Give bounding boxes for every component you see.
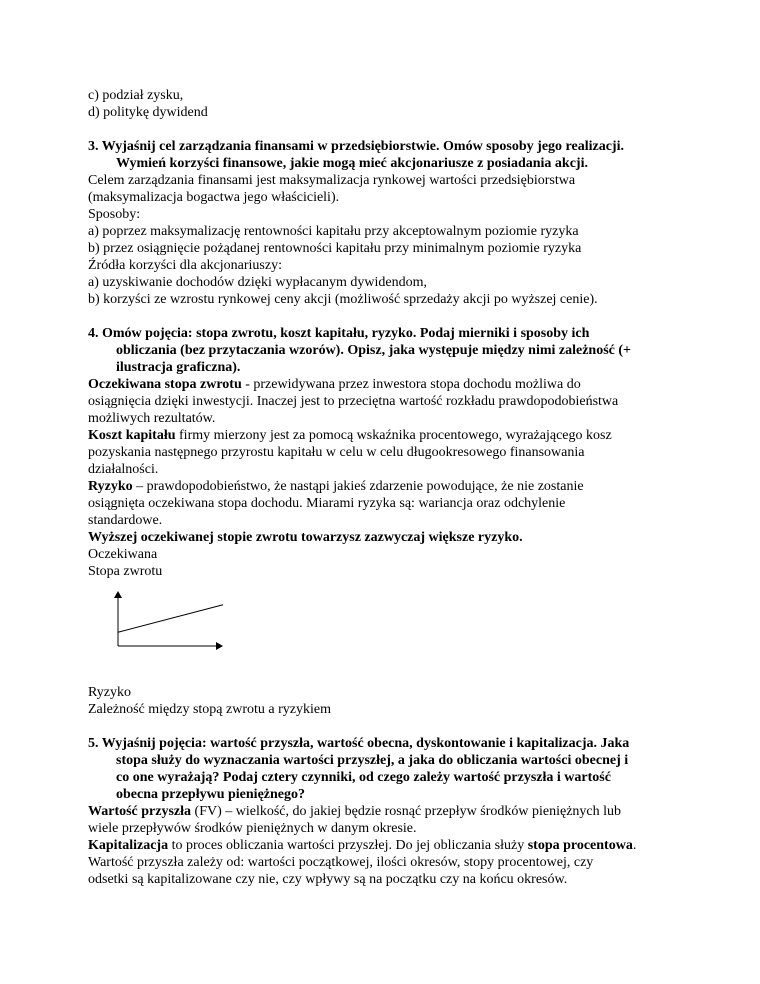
risk-return-series-line	[118, 605, 223, 633]
q3-sposob-b: b) przez osiągnięcie pożądanej rentowności kapitału przy minimalnym poziomie ryzyka	[88, 241, 582, 256]
q5-fv-term: Wartość przyszła	[88, 804, 192, 819]
q4-risk-line-1	[88, 478, 688, 495]
q4-return-line-2: osiągnięcia dzięki inwestycji. Inaczej jest to przeciętna wartość rozkładu prawdopodobieństwa	[88, 394, 619, 409]
q5-fv-definition: (FV) – wielkość, do jakiej będzie rosnąć przepływ środków pieniężnych lub	[191, 804, 622, 819]
y-axis-arrowhead	[114, 591, 122, 598]
q4-return-definition: - przewidywana przez inwestora stopa dochodu możliwa do	[241, 377, 581, 392]
q3-zrodla-label: Źródła korzyści dla akcjonariuszy:	[88, 258, 282, 273]
q4-return-line-1	[88, 376, 688, 393]
q4-cost-line-3: działalności.	[88, 462, 159, 477]
q5-heading-line-4: obecna przepływu pieniężnego?	[116, 787, 305, 802]
q3-paragraph-line-2: (maksymalizacja bogactwa jego właścicieli).	[88, 190, 340, 205]
q5-heading-line-2: stopa służy do wyznaczania wartości przyszłej, a jaka do obliczania wartości obecnej i	[116, 753, 629, 768]
q4-risk-definition: – prawdopodobieństwo, że nastąpi jakieś zdarzenie powodujące, że nie zostanie	[132, 479, 584, 494]
q3-zrodlo-b: b) korzyści ze wzrostu rynkowej ceny akcji (możliwość sprzedaży akcji po wyższej cenie).	[88, 292, 598, 307]
q4-cost-definition: firmy mierzony jest za pomocą wskaźnika procentowego, wyrażającego kosz	[175, 428, 612, 443]
q4-conclusion: Wyższej oczekiwanej stopie zwrotu towarzysz zazwyczaj większe ryzyko.	[88, 530, 523, 545]
q5-heading-line-3: co one wyrażają? Podaj cztery czynniki, od czego zależy wartość przyszła i wartość	[116, 770, 611, 785]
q5-fv-line-2: wiele przepływów środków pieniężnych w danym okresie.	[88, 821, 417, 836]
q4-risk-line-3: standardowe.	[88, 513, 163, 528]
x-axis-arrowhead	[216, 642, 223, 650]
q3-heading-line-2: Wymień korzyści finansowe, jakie mogą mieć akcjonariusze z posiadania akcji.	[116, 156, 588, 171]
q4-risk-term: Ryzyko	[88, 479, 133, 494]
q4-return-line-3: możliwych rezultatów.	[88, 411, 216, 426]
q4-heading-line-2: obliczania (bez przytaczania wzorów). Opisz, jaka występuje między nimi zależność (+	[116, 343, 632, 358]
document-page	[88, 87, 688, 888]
chart-ylabel-line-2: Stopa zwrotu	[88, 564, 163, 579]
list-item-c: c) podział zysku,	[88, 88, 184, 103]
q3-heading-line-1: 3. Wyjaśnij cel zarządzania finansami w przedsiębiorstwie. Omów sposoby jego realizacji.	[88, 139, 624, 154]
list-item-d: d) politykę dywidend	[88, 105, 208, 120]
q4-risk-line-2: osiągnięta oczekiwana stopa dochodu. Miarami ryzyka są: wariancja oraz odchylenie	[88, 496, 566, 511]
q4-return-term: Oczekiwana stopa zwrotu	[88, 377, 242, 392]
chart-ylabel-line-1: Oczekiwana	[88, 547, 158, 562]
q3-zrodlo-a: a) uzyskiwanie dochodów dzięki wypłacanym dywidendom,	[88, 275, 428, 290]
q4-heading-line-1: 4. Omów pojęcia: stopa zwrotu, koszt kapitału, ryzyko. Podaj mierniki i sposoby ich	[88, 326, 590, 341]
q5-dependency-line-2: odsetki są kapitalizowane czy nie, czy wpływy są na początku czy na końcu okresów.	[88, 872, 568, 887]
q5-cap-term: Kapitalizacja	[88, 838, 169, 853]
q3-sposoby-label: Sposoby:	[88, 207, 141, 222]
q5-cap-end: .	[632, 838, 637, 853]
chart-caption: Zależność między stopą zwrotu a ryzykiem	[88, 702, 331, 717]
q5-cap-line	[88, 837, 688, 854]
q5-fv-line-1	[88, 803, 688, 820]
risk-return-chart	[88, 581, 268, 676]
risk-return-chart-svg	[88, 581, 268, 676]
q4-cost-line-2: pozyskania następnego przyrostu kapitału w celu w celu długookresowego finansowania	[88, 445, 585, 460]
q4-cost-line-1	[88, 427, 688, 444]
q3-paragraph-line-1: Celem zarządzania finansami jest maksymalizacja rynkowej wartości przedsiębiorstwa	[88, 173, 576, 188]
q5-cap-definition: to proces obliczania wartości przyszłej. Do jej obliczania służy	[168, 838, 528, 853]
q4-heading-line-3: ilustracja graficzna).	[116, 360, 241, 375]
q5-cap-rate-term: stopa procentowa	[527, 838, 633, 853]
q5-dependency-line-1: Wartość przyszła zależy od: wartości początkowej, ilości okresów, stopy procentowej, czy	[88, 855, 594, 870]
chart-xlabel: Ryzyko	[88, 685, 131, 700]
q4-cost-term: Koszt kapitału	[88, 428, 176, 443]
q5-heading-line-1: 5. Wyjaśnij pojęcia: wartość przyszła, wartość obecna, dyskontowanie i kapitalizacja. Jaka	[88, 736, 630, 751]
q3-sposob-a: a) poprzez maksymalizację rentowności kapitału przy akceptowalnym poziomie ryzyka	[88, 224, 579, 239]
